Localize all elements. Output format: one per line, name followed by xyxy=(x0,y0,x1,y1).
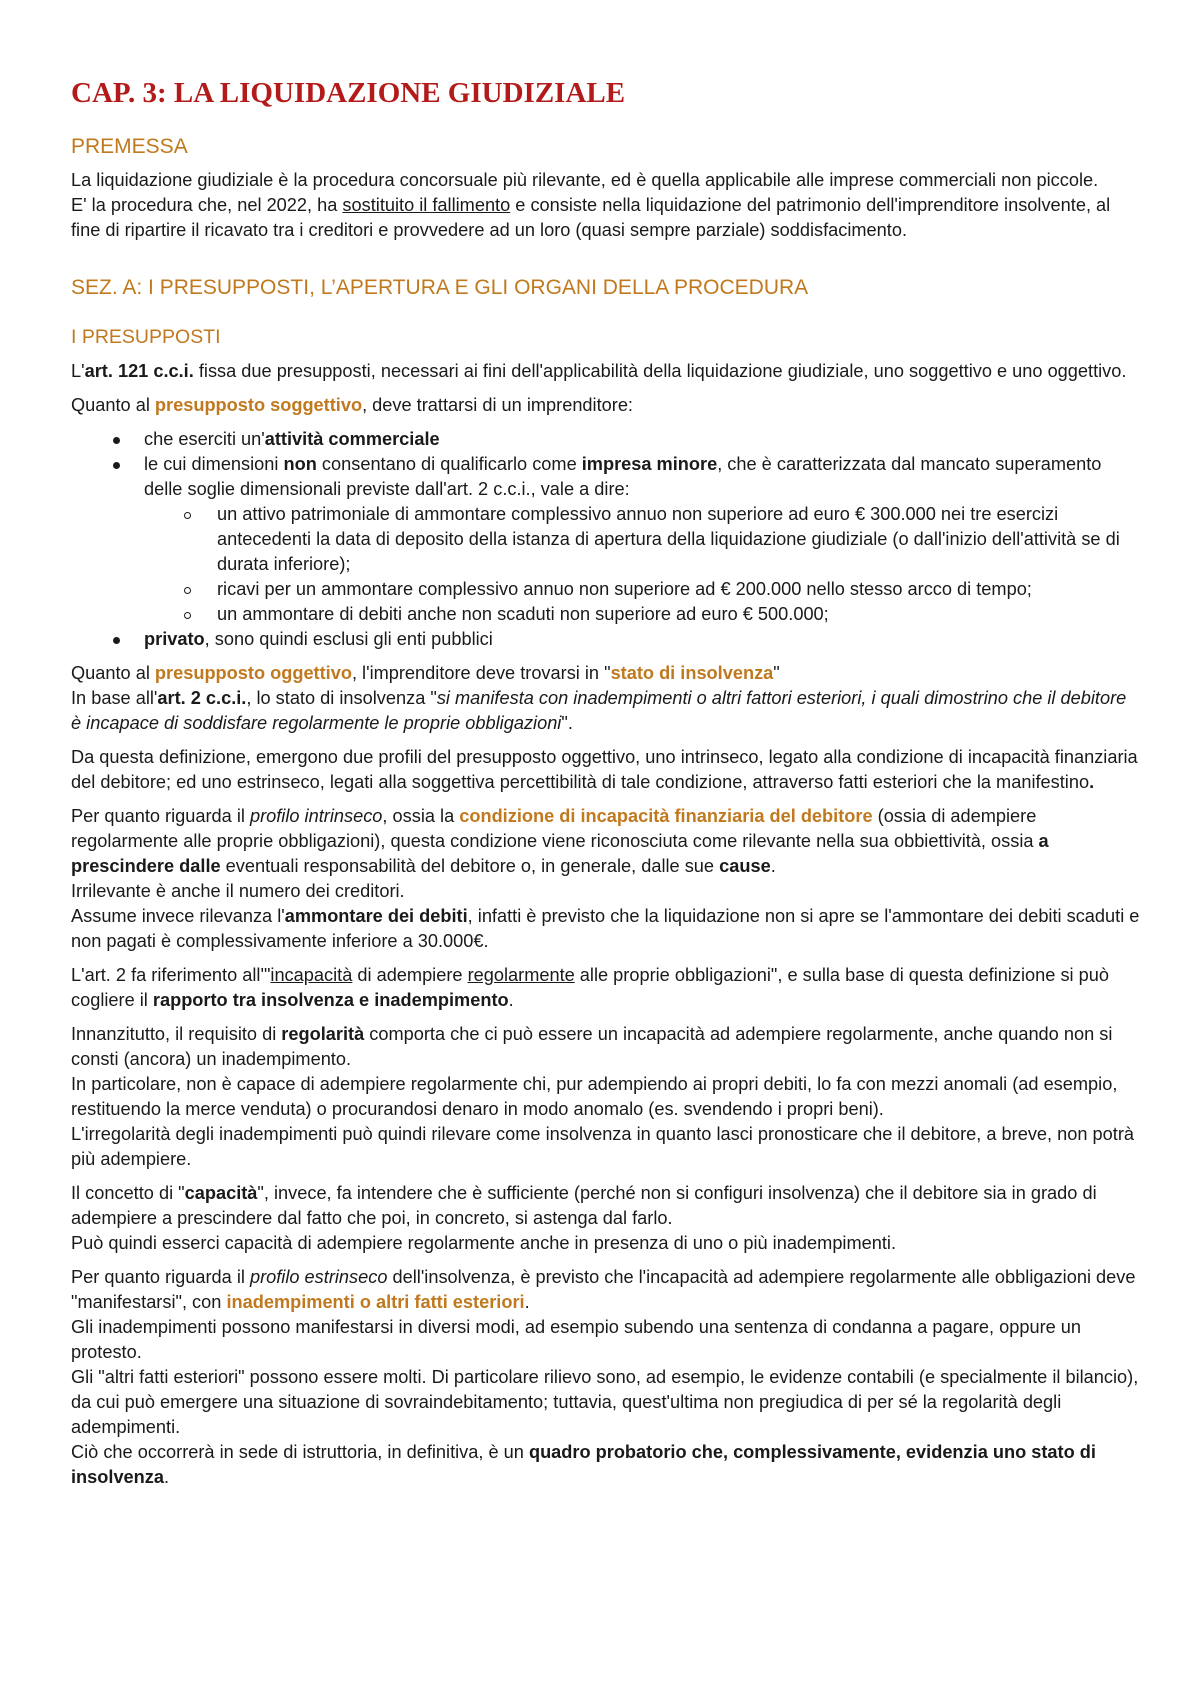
premessa-text-1: La liquidazione giudiziale è la procedura concorsuale più rilevante, ed è quella applicabile alle imprese commerciali non piccole. xyxy=(71,170,1099,190)
sublist-item: un attivo patrimoniale di ammontare complessivo annuo non superiore ad euro € 300.000 nei tre esercizi antecedenti la data di deposito della istanza di apertura della liquidazione giudiziale (o dall'inizio dell'attività se di durata inferiore); xyxy=(71,502,1140,577)
paragraph-capacita: Il concetto di "capacità", invece, fa intendere che è sufficiente (perché non si configuri insolvenza) che il debitore sia in grado di adempiere a prescindere dal fatto che poi, in concreto, si astenga dal farlo. Può quindi esserci capacità di adempiere regolarmente anche in presenza di uno o più inadempimenti. xyxy=(71,1183,1097,1253)
list-item: che eserciti un'attività commerciale xyxy=(71,427,1140,452)
paragraph-profilo-intrinseco: Per quanto riguarda il profilo intrinseco, ossia la condizione di incapacità finanziaria del debitore (ossia di adempiere regolarmente alle proprie obbligazioni), questa condizione viene riconosciuta come rilevante nella sua obbiettività, ossia a prescindere dalle eventuali responsabilità del debitore o, in generale, dalle sue cause. Irrilevante è anche il numero dei creditori. Assume invece rilevanza l'ammontare dei debiti, infatti è previsto che la liquidazione non si apre se l'ammontare dei debiti scaduti e non pagati è complessivamente inferiore a 30.000€. xyxy=(71,806,1140,951)
underlined-phrase: sostituito il fallimento xyxy=(342,195,511,215)
paragraph-riferimento-art2: L'art. 2 fa riferimento all'"incapacità di adempiere regolarmente alle proprie obbligazioni", e sulla base di questa definizione si può cogliere il rapporto tra insolvenza e inadempimento. xyxy=(71,965,1109,1010)
section-heading-premessa: PREMESSA xyxy=(71,135,188,158)
subsection-heading-presupposti: I PRESUPPOSTI xyxy=(71,326,221,348)
list-item: privato, sono quindi esclusi gli enti pubblici xyxy=(71,627,1140,652)
paragraph-profilo-estrinseco: Per quanto riguarda il profilo estrinseco dell'insolvenza, è previsto che l'incapacità ad adempiere regolarmente alle obbligazioni deve "manifestarsi", con inadempimenti o altri fatti esteriori. Gli inadempimenti possono manifestarsi in diversi modi, ad esempio subendo una sentenza di condanna a pagare, oppure un protesto. Gli "altri fatti esteriori" possono essere molti. Di particolare rilievo sono, ad esempio, le evidenze contabili (e specialmente il bilancio), da cui può emergere una situazione di sovraindebitamento; tuttavia, quest'ultima non pregiudica di per sé la regolarità degli adempimenti. Ciò che occorrerà in sede di istruttoria, in definitiva, è un quadro probatorio che, complessivamente, evidenzia uno stato di insolvenza. xyxy=(71,1267,1139,1487)
sublist-item: ricavi per un ammontare complessivo annuo non superiore ad € 200.000 nello stesso arcco di tempo; xyxy=(71,577,1140,602)
paragraph-definizione: Da questa definizione, emergono due profili del presupposto oggettivo, uno intrinseco, legato alla condizione di incapacità finanziaria del debitore; ed uno estrinseco, legati alla soggettiva percettibilità di tale condizione, attraverso fatti esteriori che la manifestino. xyxy=(71,747,1138,792)
sublist-item: un ammontare di debiti anche non scaduti non superiore ad euro € 500.000; xyxy=(71,602,1140,627)
paragraph-presupposto-oggettivo: Quanto al presupposto oggettivo, l'imprenditore deve trovarsi in "stato di insolvenza" In base all'art. 2 c.c.i., lo stato di insolvenza "si manifesta con inadempimenti o altri fattori esteriori, i quali dimostrino che il debitore è incapace di soddisfare regolarmente le proprie obbligazioni". xyxy=(71,663,1127,733)
paragraph-regolarita: Innanzitutto, il requisito di regolarità comporta che ci può essere un incapacità ad adempiere regolarmente, anche quando non si consti (ancora) un inadempimento. In particolare, non è capace di adempiere regolarmente chi, pur adempiendo ai propri debiti, lo fa con mezzi anomali (ad esempio, restituendo la merce venduta) o procurandosi denaro in modo anomalo (es. svendendo i propri beni). L'irregolarità degli inadempimenti può quindi rilevare come insolvenza in quanto lasci pronosticare che il debitore, a breve, non potrà più adempiere. xyxy=(71,1024,1135,1169)
section-heading-sez-a: SEZ. A: I PRESUPPOSTI, L’APERTURA E GLI ORGANI DELLA PROCEDURA xyxy=(71,276,809,299)
list-item: le cui dimensioni non consentano di qualificarlo come impresa minore, che è caratterizzata dal mancato superamento delle soglie dimensionali previste dall'art. 2 c.c.i., vale a dire: un attivo patrimoniale di ammontare complessivo annuo non superiore ad euro € 300.000 nei tre esercizi antecedenti la data di deposito della istanza di apertura della liquidazione giudiziale (o dall'inizio dell'attività se di durata inferiore); ricavi per un ammontare complessivo annuo non superiore ad € 200.000 nello stesso arcco di tempo; un ammontare di debiti anche non scaduti non superiore ad euro € 500.000; xyxy=(71,452,1140,627)
paragraph-presupposto-soggettivo: Quanto al presupposto soggettivo, deve trattarsi di un imprenditore: xyxy=(71,395,633,415)
requirements-list xyxy=(71,427,1140,652)
thresholds-sublist xyxy=(144,502,1140,627)
paragraph-art121: L'art. 121 c.c.i. fissa due presupposti, necessari ai fini dell'applicabilità della liquidazione giudiziale, uno soggettivo e uno oggettivo. xyxy=(71,361,1127,381)
premessa-paragraph: La liquidazione giudiziale è la procedura concorsuale più rilevante, ed è quella applicabile alle imprese commerciali non piccole. E' la procedura che, nel 2022, ha sostituito il fallimento e consiste nella liquidazione del patrimonio dell'imprenditore insolvente, al fine di ripartire il ricavato tra i creditori e provvedere ad un loro (quasi sempre parziale) soddisfacimento. xyxy=(71,170,1111,240)
chapter-title: CAP. 3: LA LIQUIDAZIONE GIUDIZIALE xyxy=(71,77,626,109)
